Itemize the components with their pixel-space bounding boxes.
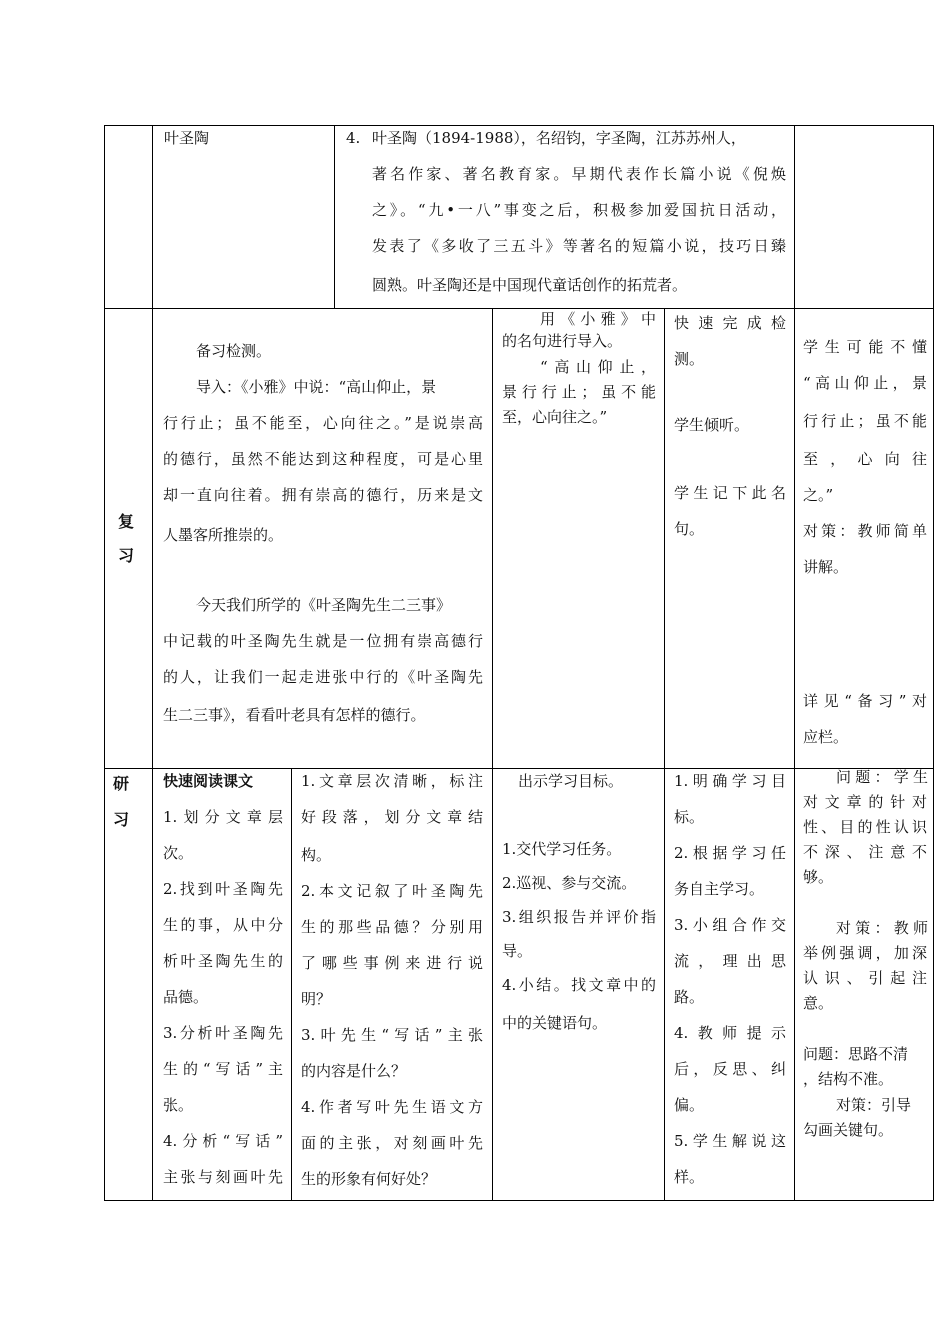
border-right (933, 125, 934, 1201)
teacher-line: 至，心向往之。” (502, 408, 608, 426)
notes-line: 至，心向往 (803, 450, 927, 468)
notes-line: 不深、注意不 (803, 843, 927, 861)
notes-line: 行行止；虽不能 (803, 412, 927, 430)
question-line: 好段落，划分文章结 (301, 808, 483, 826)
question-line: 3.叶先生“写话”主张 (301, 1026, 483, 1044)
teacher-line: 4.小结。找文章中的 (502, 976, 656, 994)
notes-line: 对策：教师 (836, 919, 928, 937)
border-bottom (104, 1200, 934, 1201)
student-line: 2.根据学习任 (674, 844, 786, 862)
notes-line: 讲解。 (803, 558, 849, 576)
teacher-line: 出示学习目标。 (518, 772, 624, 790)
question-line: 面的主张，对刻画叶先 (301, 1134, 483, 1152)
notes-line: 认识、引起注 (803, 969, 927, 987)
bio-line: 叶圣陶（1894-1988），名绍钧，字圣陶，江苏苏州人， (372, 129, 746, 147)
author-name: 叶圣陶 (164, 129, 210, 147)
bio-line: 发表了《多收了三五斗》等著名的短篇小说，技巧日臻 (372, 237, 786, 255)
notes-line: 性、目的性认识 (803, 818, 927, 836)
student-line: 学生倾听。 (674, 416, 750, 434)
question-line: 了哪些事例来进行说 (301, 954, 483, 972)
content-line: 的德行，虽然不能达到这种程度，可是心里 (163, 450, 483, 468)
task-line: 张。 (163, 1096, 194, 1114)
teacher-line: 1.交代学习任务。 (502, 840, 622, 858)
item-number: 4. (346, 129, 361, 147)
notes-line: 问题：思路不清 (803, 1045, 909, 1063)
student-line: 后，反思、纠 (674, 1060, 786, 1078)
divider-row1-a (334, 125, 335, 309)
task-line: 生的“写话”主 (163, 1060, 283, 1078)
notes-line: 应栏。 (803, 728, 849, 746)
section-label-text: 复习 (118, 512, 135, 565)
notes-line: 对文章的针对 (803, 793, 927, 811)
border-row1-bottom (104, 308, 934, 309)
teacher-line: 景行行止；虽不能 (502, 383, 656, 401)
divider-student (664, 308, 665, 1201)
student-line: 快速完成检 (674, 314, 786, 332)
divider-teacher (492, 308, 493, 1201)
teacher-line: 的名句进行导入。 (502, 332, 623, 350)
student-line: 流，理出思 (674, 952, 786, 970)
teacher-line: 3.组织报告并评价指 (502, 908, 656, 926)
student-line: 务自主学习。 (674, 880, 765, 898)
notes-line: 详见“备习”对 (803, 692, 927, 710)
student-line: 路。 (674, 988, 705, 1006)
task-line: 1.划分文章层 (163, 808, 283, 826)
teacher-line: 中的关键语句。 (502, 1014, 608, 1032)
teacher-line: “高山仰止， (540, 358, 656, 376)
student-line: 4.教师提示 (674, 1024, 786, 1042)
bio-line: 之》。“九•一八”事变之后，积极参加爱国抗日活动， (372, 201, 786, 219)
question-line: 生的形象有何好处？ (301, 1170, 437, 1188)
task-line: 品德。 (163, 988, 209, 1006)
border-left (104, 125, 105, 1201)
content-line: 的人，让我们一起走进张中行的《叶圣陶先 (163, 668, 483, 686)
task-line: 2.找到叶圣陶先 (163, 880, 283, 898)
student-line: 5.学生解说这 (674, 1132, 786, 1150)
bio-line: 圆熟。叶圣陶还是中国现代童话创作的拓荒者。 (372, 276, 688, 294)
divider-row3-task (291, 768, 292, 1201)
task-line: 析叶圣陶先生的 (163, 952, 283, 970)
notes-line: 之。” (803, 486, 834, 504)
question-line: 1.文章层次清晰，标注 (301, 772, 483, 790)
notes-line: ，结构不准。 (803, 1070, 894, 1088)
student-line: 测。 (674, 350, 705, 368)
content-line: 人墨客所推崇的。 (163, 526, 284, 544)
task-line: 生的事，从中分 (163, 916, 283, 934)
notes-line: 勾画关键句。 (803, 1121, 894, 1139)
content-line: 却一直向往着。拥有崇高的德行，历来是文 (163, 486, 483, 504)
content-line: 导入：《小雅》中说：“高山仰止，景 (196, 378, 437, 396)
question-line: 的内容是什么？ (301, 1062, 407, 1080)
content-line: 中记载的叶圣陶先生就是一位拥有崇高德行 (163, 632, 483, 650)
divider-label (152, 125, 153, 1201)
student-line: 句。 (674, 520, 705, 538)
student-line: 3.小组合作交 (674, 916, 786, 934)
section-label-study (113, 766, 137, 838)
student-line: 学生记下此名 (674, 484, 786, 502)
content-line: 今天我们所学的《叶圣陶先生二三事》 (196, 596, 452, 614)
notes-line: 对策：教师简单 (803, 522, 927, 540)
teacher-line: 导。 (502, 942, 533, 960)
content-line: 行行止；虽不能至，心向往之。”是说崇高 (163, 414, 483, 432)
notes-line: 够。 (803, 868, 834, 886)
task-title: 快速阅读课文 (163, 772, 254, 790)
student-line: 1.明确学习目 (674, 772, 786, 790)
task-line: 主张与刻画叶先 (163, 1168, 283, 1186)
notes-line: 问题：学生 (836, 768, 928, 786)
teacher-line: 用《小雅》中 (540, 310, 656, 328)
task-line: 次。 (163, 844, 194, 862)
content-line: 备习检测。 (196, 342, 272, 360)
task-line: 3.分析叶圣陶先 (163, 1024, 283, 1042)
notes-line: 意。 (803, 994, 834, 1012)
question-line: 生的那些品德？分别用 (301, 918, 483, 936)
divider-row1-b (794, 125, 795, 309)
divider-notes (794, 308, 795, 1201)
teacher-line: 2.巡视、参与交流。 (502, 874, 637, 892)
student-line: 标。 (674, 808, 705, 826)
student-line: 样。 (674, 1168, 705, 1186)
question-line: 构。 (301, 846, 332, 864)
notes-line: 学生可能不懂 (803, 338, 927, 356)
content-line: 生二三事》，看看叶老具有怎样的德行。 (163, 706, 426, 724)
task-line: 4.分析“写话” (163, 1132, 283, 1150)
notes-line: “高山仰止，景 (803, 374, 927, 392)
question-line: 2.本文记叙了叶圣陶先 (301, 882, 483, 900)
question-line: 明？ (301, 990, 332, 1008)
notes-line: 举例强调，加深 (803, 944, 927, 962)
section-label-review (118, 505, 142, 573)
student-line: 偏。 (674, 1096, 705, 1114)
notes-line: 对策：引导 (836, 1096, 912, 1114)
section-label-text: 研习 (113, 774, 130, 829)
question-line: 4.作者写叶先生语文方 (301, 1098, 483, 1116)
bio-line: 著名作家、著名教育家。早期代表作长篇小说《倪焕 (372, 165, 786, 183)
